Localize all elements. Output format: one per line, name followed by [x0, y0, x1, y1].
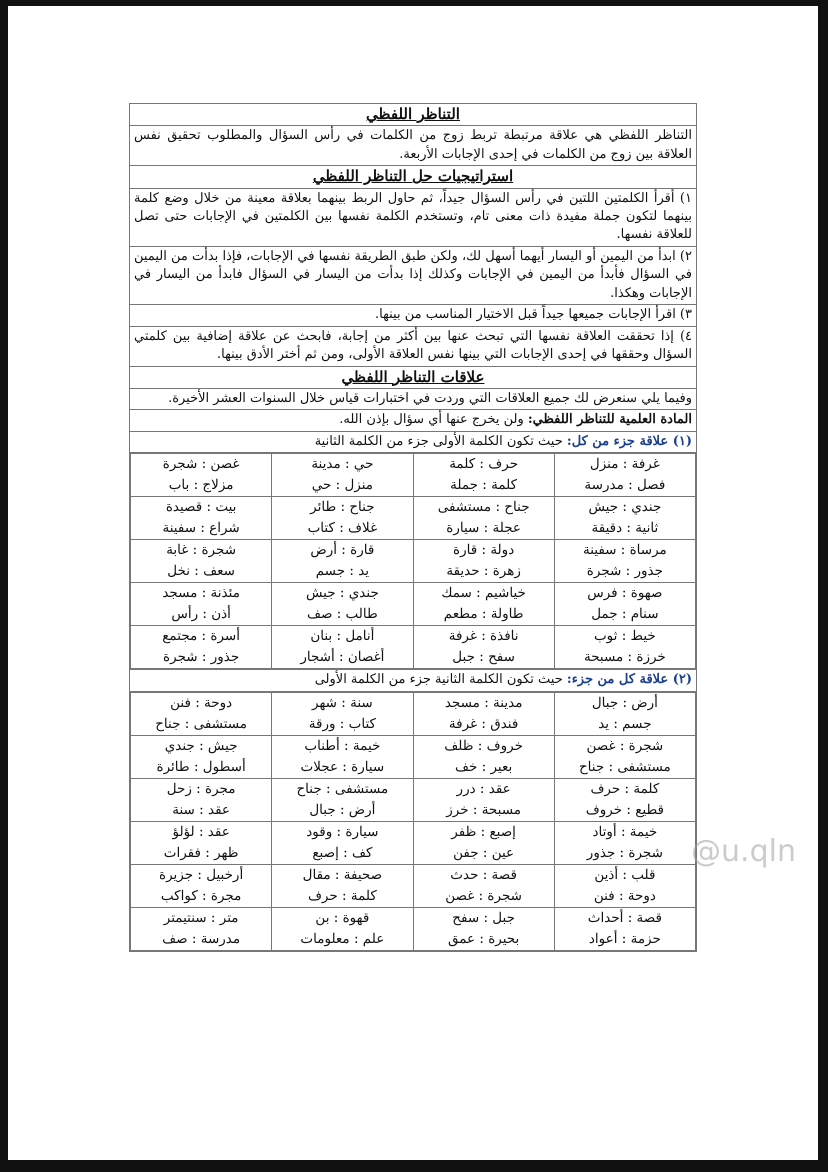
word-pair: عقد : لؤلؤ: [131, 821, 272, 843]
word-pair: خرزة : مسبحة: [554, 647, 695, 669]
word-pair: مدينة : مسجد: [413, 692, 554, 714]
word-pair: شجرة : جذور: [554, 843, 695, 865]
word-pair: خياشيم : سمك: [413, 583, 554, 605]
strategy-item: ١) أقرأ الكلمتين اللتين في رأس السؤال جيداً، ثم حاول الربط بينهما بعلاقة معينة من خلال وضع كلمة بينهما لتكون جملة مفيدة ذات معنى تام، وتستخدم الكلمة نفسها بين الكلمتين في الإجابات حتى تصل للعلاقة نفسها.: [130, 188, 697, 246]
pair-row: [131, 540, 696, 562]
word-pair: يد : جسم: [272, 561, 413, 583]
relations-intro: وفيما يلي سنعرض لك جميع العلاقات التي وردت في اختبارات قياس خلال السنوات العشر الأخيرة.: [130, 388, 697, 409]
word-pair: مزلاج : باب: [131, 475, 272, 497]
part-whole-heading: (١) علاقة جزء من كل:: [566, 433, 692, 449]
word-pair: سيارة : عجلات: [272, 757, 413, 779]
word-pair: جناح : مستشفى: [413, 497, 554, 519]
word-pair: ظهر : فقرات: [131, 843, 272, 865]
word-pair: جندي : جيش: [554, 497, 695, 519]
word-pair: قصة : حدث: [413, 864, 554, 886]
word-pair: مئذنة : مسجد: [131, 583, 272, 605]
word-pair: كتاب : ورقة: [272, 714, 413, 736]
word-pair: أغصان : أشجار: [272, 647, 413, 669]
part-whole-header: [130, 431, 697, 452]
word-pair: قهوة : بن: [272, 907, 413, 929]
word-pair: بعير : خف: [413, 757, 554, 779]
definition-title: التناظر اللفظي: [130, 104, 697, 126]
word-pair: أرض : جبال: [554, 692, 695, 714]
word-pair: دوحة : فنن: [131, 692, 272, 714]
pair-row: [131, 735, 696, 757]
word-pair: علم : معلومات: [272, 929, 413, 951]
word-pair: صحيفة : مقال: [272, 864, 413, 886]
word-pair: مجرة : زحل: [131, 778, 272, 800]
word-pair: سنام : جمل: [554, 604, 695, 626]
pair-row: [131, 778, 696, 800]
word-pair: شراع : سفينة: [131, 518, 272, 540]
watermark-text: @u.qln: [691, 834, 796, 869]
word-pair: عين : جفن: [413, 843, 554, 865]
strategies-title: استراتيجيات حل التناظر اللفظي: [130, 166, 697, 188]
word-pair: كلمة : حرف: [554, 778, 695, 800]
pair-row: [131, 647, 696, 669]
word-pair: سيارة : وقود: [272, 821, 413, 843]
word-pair: جناح : طائر: [272, 497, 413, 519]
word-pair: جذور : شجرة: [554, 561, 695, 583]
pair-row: [131, 864, 696, 886]
strategy-item: ٣) اقرأ الإجابات جميعها جيداً قبل الاختيار المناسب من بينها.: [130, 305, 697, 326]
word-pair: جندي : جيش: [272, 583, 413, 605]
word-pair: أسطول : طائرة: [131, 757, 272, 779]
word-pair: متر : سنتيمتر: [131, 907, 272, 929]
pair-row: [131, 800, 696, 822]
word-pair: مرساة : سفينة: [554, 540, 695, 562]
word-pair: شجرة : غصن: [554, 735, 695, 757]
word-pair: حرف : كلمة: [413, 454, 554, 476]
word-pair: مدرسة : صف: [131, 929, 272, 951]
material-line: [130, 410, 697, 431]
definition-text: التناظر اللفظي هي علاقة مرتبطة تربط زوج من الكلمات في رأس السؤال والمطلوب تحقيق نفس العلاقة بين زوج من الكلمات في إحدى الإجابات الأربعة.: [130, 126, 697, 166]
whole-part-grid: [130, 692, 696, 951]
word-pair: كلمة : جملة: [413, 475, 554, 497]
word-pair: مجرة : كواكب: [131, 886, 272, 908]
word-pair: دولة : قارة: [413, 540, 554, 562]
pair-row: [131, 583, 696, 605]
part-whole-desc: حيث تكون الكلمة الأولى جزء من الكلمة الثانية: [314, 433, 567, 449]
word-pair: جذور : شجرة: [131, 647, 272, 669]
pair-row: [131, 626, 696, 648]
word-pair: قارة : أرض: [272, 540, 413, 562]
word-pair: فندق : غرفة: [413, 714, 554, 736]
content-sheet: [129, 103, 697, 952]
pair-row: [131, 497, 696, 519]
whole-part-grid-cell: [130, 691, 697, 951]
material-label: المادة العلمية للتناظر اللفظي:: [527, 412, 692, 428]
word-pair: سنة : شهر: [272, 692, 413, 714]
pair-row: [131, 757, 696, 779]
word-pair: أسرة : مجتمع: [131, 626, 272, 648]
pair-row: [131, 604, 696, 626]
pair-row: [131, 843, 696, 865]
word-pair: جبل : سفح: [413, 907, 554, 929]
pair-row: [131, 454, 696, 476]
word-pair: كلمة : حرف: [272, 886, 413, 908]
word-pair: مستشفى : جناح: [554, 757, 695, 779]
word-pair: منزل : حي: [272, 475, 413, 497]
pair-row: [131, 714, 696, 736]
word-pair: طالب : صف: [272, 604, 413, 626]
word-pair: غرفة : منزل: [554, 454, 695, 476]
word-pair: شجرة : غصن: [413, 886, 554, 908]
word-pair: صهوة : فرس: [554, 583, 695, 605]
word-pair: أرض : جبال: [272, 800, 413, 822]
whole-part-desc: حيث تكون الكلمة الثانية جزء من الكلمة الأولى: [314, 672, 567, 688]
word-pair: مستشفى : جناح: [131, 714, 272, 736]
pair-row: [131, 821, 696, 843]
word-pair: غلاف : كتاب: [272, 518, 413, 540]
word-pair: إصبع : ظفر: [413, 821, 554, 843]
word-pair: قصة : أحداث: [554, 907, 695, 929]
word-pair: فصل : مدرسة: [554, 475, 695, 497]
pair-row: [131, 929, 696, 951]
part-whole-grid: [130, 453, 696, 669]
pair-row: [131, 886, 696, 908]
word-pair: كف : إصبع: [272, 843, 413, 865]
word-pair: مستشفى : جناح: [272, 778, 413, 800]
main-table: [129, 103, 697, 952]
relations-title: علاقات التناظر اللفظي: [130, 366, 697, 388]
word-pair: جسم : يد: [554, 714, 695, 736]
word-pair: طاولة : مطعم: [413, 604, 554, 626]
whole-part-heading: (٢) علاقة كل من جزء:: [566, 672, 692, 688]
whole-part-header: [130, 670, 697, 691]
word-pair: خيط : ثوب: [554, 626, 695, 648]
word-pair: شجرة : غابة: [131, 540, 272, 562]
word-pair: أرخبيل : جزيرة: [131, 864, 272, 886]
word-pair: قطيع : خروف: [554, 800, 695, 822]
pair-row: [131, 561, 696, 583]
part-whole-grid-cell: [130, 453, 697, 670]
word-pair: خيمة : أوتاد: [554, 821, 695, 843]
word-pair: سفح : جبل: [413, 647, 554, 669]
word-pair: بحيرة : عمق: [413, 929, 554, 951]
pair-row: [131, 475, 696, 497]
word-pair: أذن : رأس: [131, 604, 272, 626]
document-page: [8, 6, 818, 1160]
word-pair: ثانية : دقيقة: [554, 518, 695, 540]
word-pair: جيش : جندي: [131, 735, 272, 757]
pair-row: [131, 518, 696, 540]
word-pair: عجلة : سيارة: [413, 518, 554, 540]
pair-row: [131, 907, 696, 929]
pair-row: [131, 692, 696, 714]
word-pair: خيمة : أطناب: [272, 735, 413, 757]
word-pair: غصن : شجرة: [131, 454, 272, 476]
word-pair: سعف : نخل: [131, 561, 272, 583]
material-text: ولن يخرج عنها أي سؤال بإذن الله.: [339, 412, 528, 428]
strategy-item: ٤) إذا تحققت العلاقة نفسها التي تبحث عنها بين أكثر من إجابة، فابحث عن علاقة إضافية بين كلمتي السؤال وحققها في إحدى الإجابات التي بينها نفس العلاقة الأولى، ومن ثم أختر الأدق بينها.: [130, 326, 697, 366]
word-pair: مسبحة : خرز: [413, 800, 554, 822]
word-pair: خروف : ظلف: [413, 735, 554, 757]
word-pair: بيت : قصيدة: [131, 497, 272, 519]
word-pair: حي : مدينة: [272, 454, 413, 476]
word-pair: أنامل : بنان: [272, 626, 413, 648]
word-pair: زهرة : حديقة: [413, 561, 554, 583]
word-pair: نافذة : غرفة: [413, 626, 554, 648]
word-pair: حزمة : أعواد: [554, 929, 695, 951]
word-pair: دوحة : فنن: [554, 886, 695, 908]
word-pair: قلب : أذين: [554, 864, 695, 886]
strategy-item: ٢) ابدأ من اليمين أو اليسار أيهما أسهل لك، ولكن طبق الطريقة نفسها في الإجابات، فإذا بدأت من اليمين في السؤال فأبدأ من اليمين في الإجابات وكذلك إذا بدأت من اليسار في السؤال فابدأ من اليسار في الإجابات وهكذا.: [130, 246, 697, 304]
word-pair: عقد : سنة: [131, 800, 272, 822]
word-pair: عقد : درر: [413, 778, 554, 800]
